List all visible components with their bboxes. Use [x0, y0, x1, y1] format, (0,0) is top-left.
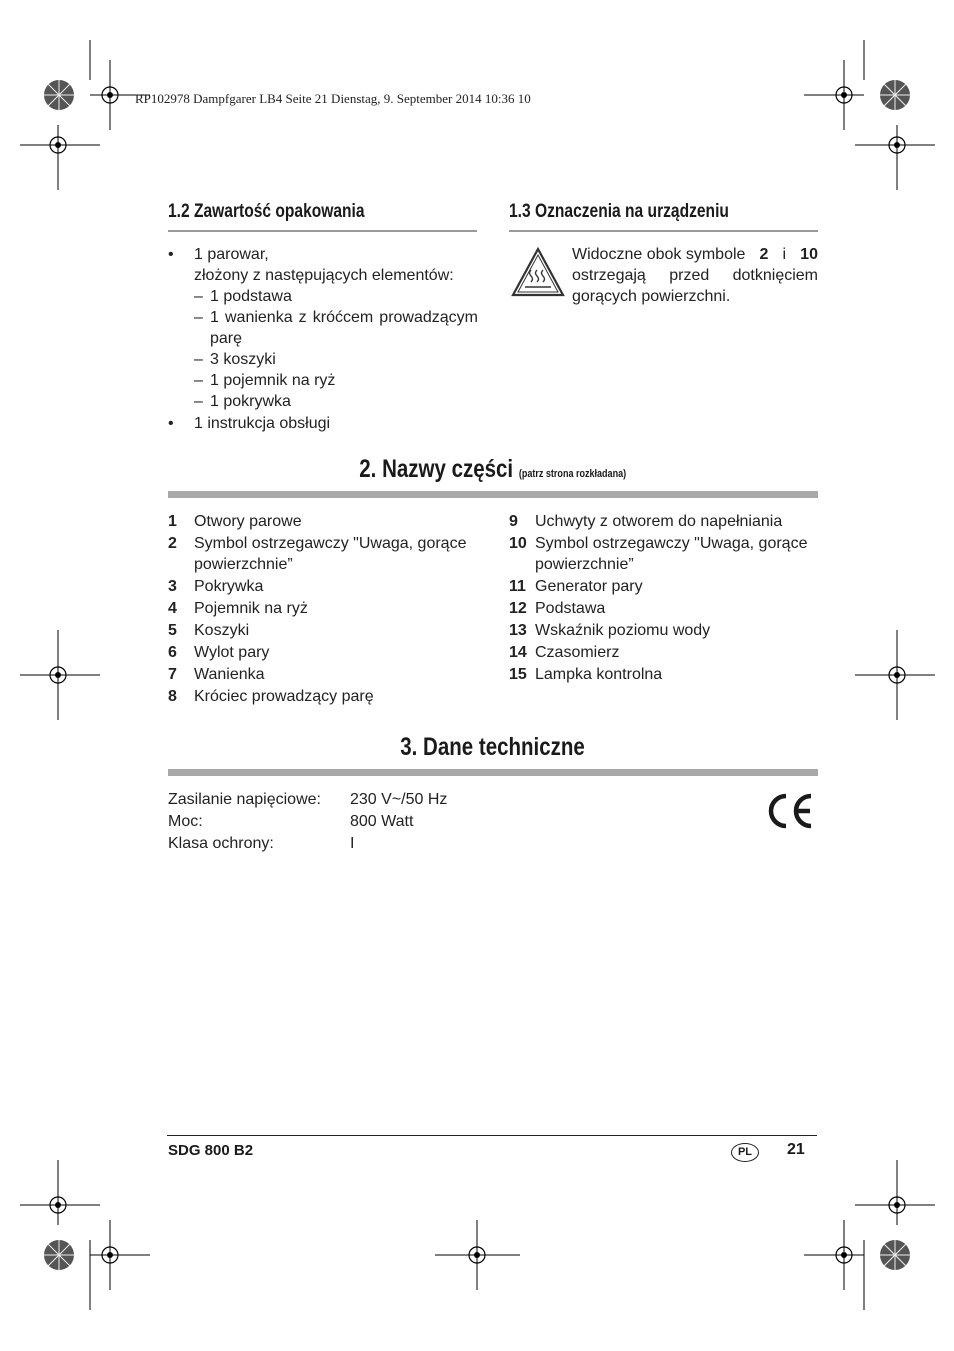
sub-item-text: 1 podstawa — [210, 288, 292, 305]
section-1-2-title: 1.2 Zawartość opakowania — [168, 201, 365, 222]
symbol-description — [572, 244, 818, 307]
part-number: 1 — [168, 513, 177, 530]
parts-item — [168, 620, 488, 641]
part-name-cont: powierzchnie” — [194, 556, 293, 573]
sub-item-text: 1 wanienka z króćcem prowadzącym — [210, 309, 478, 326]
list-item — [168, 286, 478, 307]
tech-row — [168, 811, 588, 833]
page-number: 21 — [787, 1141, 805, 1158]
tech-value: 230 V~/50 Hz — [350, 791, 448, 808]
part-name: Pokrywka — [194, 578, 264, 595]
part-name: Pojemnik na ryż — [194, 600, 308, 617]
parts-item — [509, 598, 819, 619]
part-name: Wskaźnik poziomu wody — [535, 622, 711, 639]
bullet: • — [168, 415, 174, 432]
parts-item — [168, 642, 488, 663]
text: Widoczne obok symbole — [572, 246, 746, 263]
item-text-cont: złożony z następujących elementów: — [194, 267, 454, 284]
section-1-3-title: 1.3 Oznaczenia na urządzeniu — [509, 201, 729, 222]
part-number: 12 — [509, 600, 527, 617]
sub-item-text: 1 pojemnik na ryż — [210, 372, 336, 389]
part-name: Otwory parowe — [194, 513, 302, 530]
dash: – — [194, 351, 203, 368]
part-name: Koszyki — [194, 622, 250, 639]
print-header: RP102978 Dampfgarer LB4 Seite 21 Dienstag, 9. September 2014 10:36 10 — [135, 91, 531, 106]
parts-list-right — [509, 511, 819, 686]
part-number: 10 — [509, 535, 527, 552]
part-name: Wanienka — [194, 666, 265, 683]
footer-rule — [167, 1135, 817, 1136]
part-name: Króciec prowadzący parę — [194, 688, 374, 705]
section-1-2-rule — [168, 230, 477, 232]
part-name: Lampka kontrolna — [535, 666, 663, 683]
parts-list-left — [168, 511, 488, 708]
parts-item — [509, 664, 819, 685]
symbol-number: 10 — [800, 246, 818, 263]
dash: – — [194, 288, 203, 305]
dash: – — [194, 393, 203, 410]
part-number: 11 — [509, 578, 526, 595]
dash: – — [194, 309, 203, 326]
ce-mark-icon — [765, 792, 815, 830]
part-number: 3 — [168, 578, 177, 595]
part-name: Uchwyty z otworem do napełniania — [535, 513, 783, 530]
parts-item — [168, 664, 488, 685]
part-name: Symbol ostrzegawczy "Uwaga, gorące — [194, 535, 467, 552]
list-item — [168, 391, 478, 412]
part-name: Wylot pary — [194, 644, 270, 661]
list-item — [168, 370, 478, 391]
parts-item — [509, 620, 819, 641]
tech-value: I — [350, 835, 355, 852]
hot-surface-warning-icon — [510, 246, 566, 298]
list-item — [168, 413, 478, 434]
section-2-rule — [168, 491, 818, 498]
part-number: 6 — [168, 644, 177, 661]
section-3-rule — [168, 769, 818, 776]
tech-data-table — [168, 789, 588, 855]
part-number: 9 — [509, 513, 518, 530]
part-number: 2 — [168, 535, 177, 552]
symbol-number: 2 — [759, 246, 769, 263]
item-text: 1 parowar, — [194, 246, 269, 263]
package-contents-list — [168, 244, 478, 434]
list-item — [168, 307, 478, 349]
section-3-title: 3. Dane techniczne — [400, 733, 586, 761]
part-name-cont: powierzchnie” — [535, 556, 634, 573]
symbol-description-line: gorących powierzchni. — [572, 288, 731, 305]
parts-item — [509, 642, 819, 663]
item-text: 1 instrukcja obsługi — [194, 415, 331, 432]
parts-item — [509, 533, 819, 575]
symbol-description-line: ostrzegają przed dotknięciem — [572, 267, 818, 284]
dash: – — [194, 372, 203, 389]
list-item — [168, 349, 478, 370]
bullet: • — [168, 246, 174, 263]
tech-row — [168, 833, 588, 855]
part-number: 13 — [509, 622, 527, 639]
part-name: Generator pary — [535, 578, 643, 595]
parts-item — [509, 576, 819, 597]
tech-label: Klasa ochrony: — [168, 835, 274, 852]
part-number: 8 — [168, 688, 177, 705]
parts-item — [168, 533, 488, 575]
footer-model: SDG 800 B2 — [168, 1142, 254, 1159]
tech-label: Zasilanie napięciowe: — [168, 791, 321, 808]
section-1-3-rule — [509, 230, 818, 232]
tech-value: 800 Watt — [350, 813, 414, 830]
symbol-description-line — [572, 244, 818, 265]
sub-item-text: 3 koszyki — [210, 351, 276, 368]
section-2-subtitle: (patrz strona rozkładana) — [519, 468, 627, 480]
text: i — [782, 246, 787, 263]
parts-item — [168, 686, 488, 707]
section-2-title: 2. Nazwy części — [359, 455, 514, 483]
part-number: 15 — [509, 666, 527, 683]
sub-item-text-cont: parę — [210, 330, 243, 347]
part-number: 7 — [168, 666, 177, 683]
part-name: Podstawa — [535, 600, 606, 617]
section-3-heading — [168, 733, 818, 762]
parts-item — [168, 511, 488, 532]
parts-item — [509, 511, 819, 532]
part-name: Czasomierz — [535, 644, 620, 661]
part-number: 4 — [168, 600, 177, 617]
sub-item-text: 1 pokrywka — [210, 393, 291, 410]
tech-label: Moc: — [168, 813, 203, 830]
part-number: 14 — [509, 644, 527, 661]
section-2-heading — [168, 455, 818, 484]
parts-item — [168, 598, 488, 619]
language-badge: PL — [731, 1143, 759, 1162]
part-name: Symbol ostrzegawczy "Uwaga, gorące — [535, 535, 808, 552]
parts-item — [168, 576, 488, 597]
part-number: 5 — [168, 622, 177, 639]
list-item — [168, 244, 478, 286]
tech-row — [168, 789, 588, 811]
